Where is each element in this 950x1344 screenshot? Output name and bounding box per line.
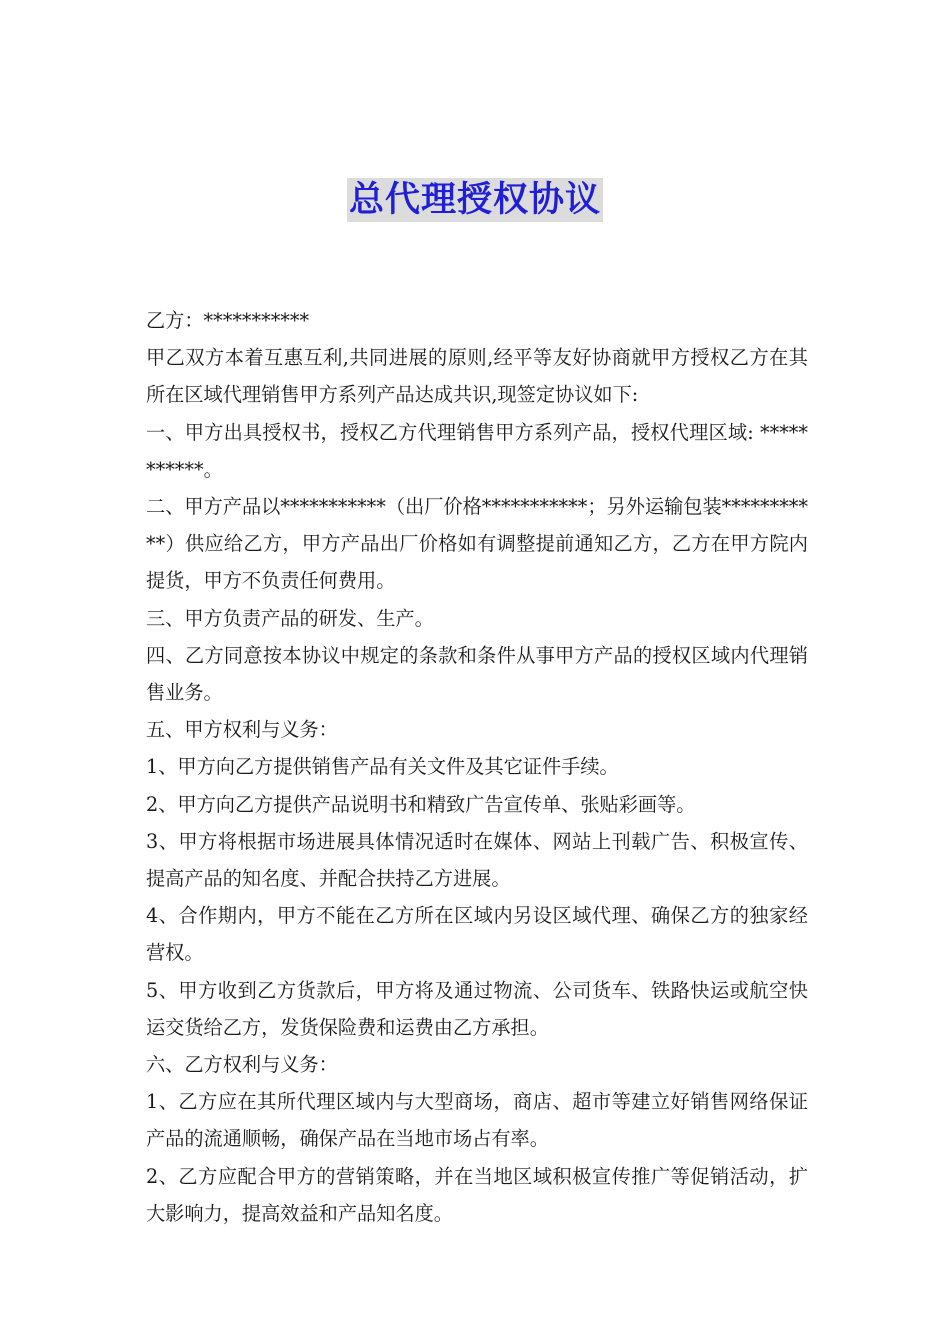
party-b-item-1: 1、乙方应在其所代理区域内与大型商场，商店、超市等建立好销售网络保证产品的流通顺畅，确保产品在当地市场占有率。 [146, 1090, 808, 1151]
clause-2: 二、甲方产品以***********（出厂价格***********；另外运输包装***********）供应给乙方，甲方产品出厂价格如有调整提前通知乙方，乙方在甲方院内提货，甲方不负责任何费用。 [146, 495, 808, 593]
preamble-paragraph: 甲乙双方本着互惠互利,共同进展的原则,经平等友好协商就甲方授权乙方在其所在区域代理销售甲方系列产品达成共识,现签定协议如下: [146, 346, 808, 407]
party-a-item-5: 5、甲方收到乙方货款后，甲方将及通过物流、公司货车、铁路快运或航空快运交货给乙方，发货保险费和运费由乙方承担。 [146, 978, 808, 1039]
document-title: 总代理授权协议 [348, 180, 601, 220]
title-area [0, 178, 950, 222]
party-a-item-3: 3、甲方将根据市场进展具体情况适时在媒体、网站上刊载广告、积极宣传、提高产品的知名度、并配合扶持乙方进展。 [146, 829, 808, 891]
party-a-item-1: 1、甲方向乙方提供销售产品有关文件及其它证件手续。 [146, 755, 619, 779]
clause-4: 四、乙方同意按本协议中规定的条款和条件从事甲方产品的授权区域内代理销售业务。 [146, 643, 808, 705]
party-b-line: 乙方：*********** [146, 309, 310, 332]
party-a-item-2: 2、甲方向乙方提供产品说明书和精致广告宣传单、张贴彩画等。 [146, 792, 696, 816]
section-heading-party-b: 六、乙方权利与义务： [146, 1053, 338, 1077]
clause-1: 一、甲方出具授权书，授权乙方代理销售甲方系列产品，授权代理区域: ***********。 [146, 420, 808, 481]
document-body [146, 302, 808, 1232]
clause-3: 三、甲方负责产品的研发、生产。 [146, 606, 434, 630]
party-a-item-4: 4、合作期内，甲方不能在乙方所在区域内另设区域代理、确保乙方的独家经营权。 [146, 904, 808, 965]
section-heading-party-a: 五、甲方权利与义务： [146, 718, 338, 742]
party-b-item-2: 2、乙方应配合甲方的营销策略，并在当地区域积极宣传推广等促销活动，扩大影响力，提高效益和产品知名度。 [146, 1164, 808, 1225]
